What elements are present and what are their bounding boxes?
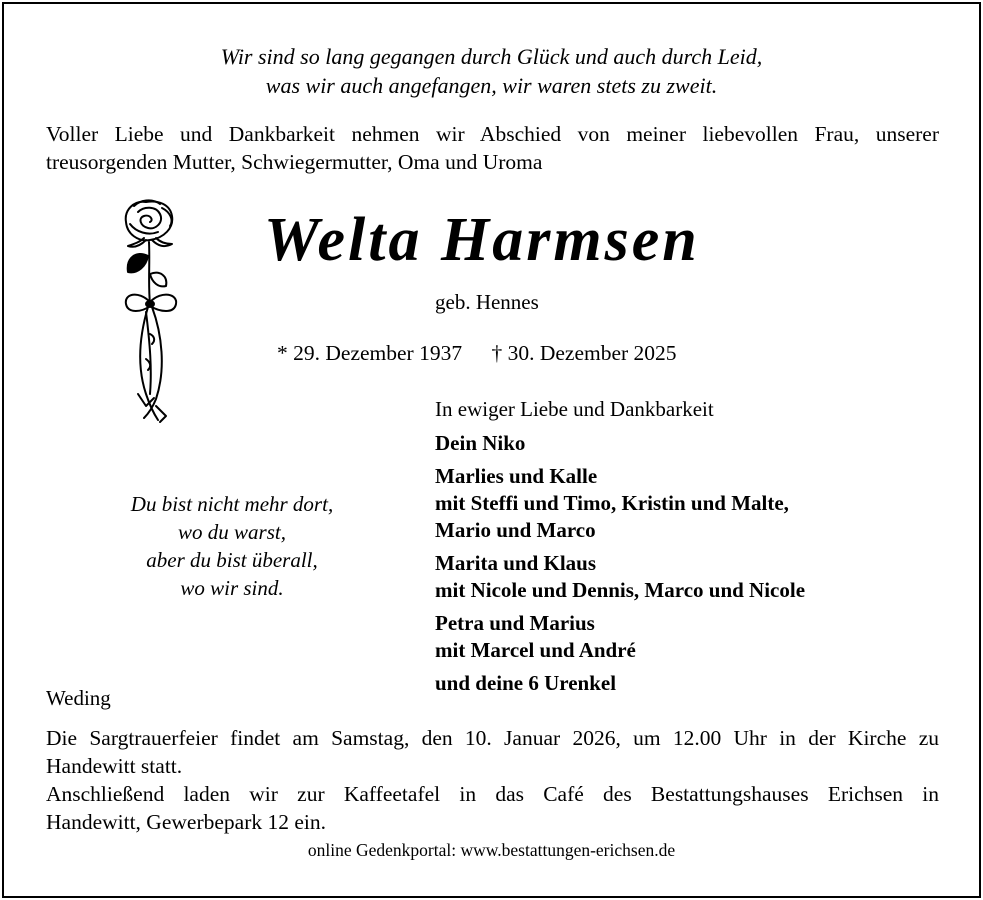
opening-poem: [4, 42, 979, 100]
side-poem: [102, 490, 362, 602]
intro-line: Voller Liebe und Dankbarkeit nehmen wir Abschied von meiner liebevollen Frau, unserer: [46, 122, 939, 146]
service-line: Die Sargtrauerfeier findet am Samstag, den 10. Januar 2026, um 12.00 Uhr in der Kirche zu: [46, 726, 939, 750]
death-date: † 30. Dezember 2025: [491, 341, 677, 365]
family-line: Petra und Marius: [435, 611, 595, 635]
family-group: [435, 430, 805, 457]
service-line: Handewitt statt.: [46, 754, 183, 778]
family-line: Marita und Klaus: [435, 551, 597, 575]
life-dates: [277, 341, 677, 366]
family-group: [435, 550, 805, 604]
maiden-name: geb. Hennes: [435, 290, 539, 314]
service-details: [46, 724, 939, 836]
family-line: Dein Niko: [435, 431, 526, 455]
poem-line: wo du warst,: [178, 520, 286, 544]
service-line: Handewitt, Gewerbepark 12 ein.: [46, 810, 326, 834]
poem-line: aber du bist überall,: [146, 548, 318, 572]
birth-date: * 29. Dezember 1937: [277, 341, 463, 365]
family-line: mit Steffi und Timo, Kristin und Malte,: [435, 491, 789, 515]
obituary-notice: [2, 2, 981, 898]
family-group: [435, 670, 805, 697]
family-line: Marlies und Kalle: [435, 464, 598, 488]
family-list: [435, 430, 805, 703]
intro-text: [46, 120, 939, 176]
thanks-line: In ewiger Liebe und Dankbarkeit: [435, 397, 714, 421]
family-group: [435, 463, 805, 544]
poem-line: Du bist nicht mehr dort,: [130, 492, 334, 516]
deceased-name: Welta Harmsen: [264, 206, 700, 274]
family-line: Mario und Marco: [435, 518, 596, 542]
rose-with-ribbon-icon: [116, 194, 194, 424]
family-line: und deine 6 Urenkel: [435, 671, 617, 695]
poem-line: was wir auch angefangen, wir waren stets zu zweit.: [265, 73, 718, 98]
place-name: Weding: [46, 686, 111, 710]
poem-line: wo wir sind.: [180, 576, 284, 600]
family-line: mit Marcel und André: [435, 638, 636, 662]
family-line: mit Nicole und Dennis, Marco und Nicole: [435, 578, 806, 602]
intro-line: treusorgenden Mutter, Schwiegermutter, Oma und Uroma: [46, 150, 543, 174]
poem-line: Wir sind so lang gegangen durch Glück und auch durch Leid,: [220, 44, 763, 69]
memorial-portal-link[interactable]: online Gedenkportal: www.bestattungen-erichsen.de: [307, 840, 676, 860]
service-line: Anschließend laden wir zur Kaffeetafel in das Café des Bestattungshauses Erichsen in: [46, 782, 939, 806]
family-group: [435, 610, 805, 664]
